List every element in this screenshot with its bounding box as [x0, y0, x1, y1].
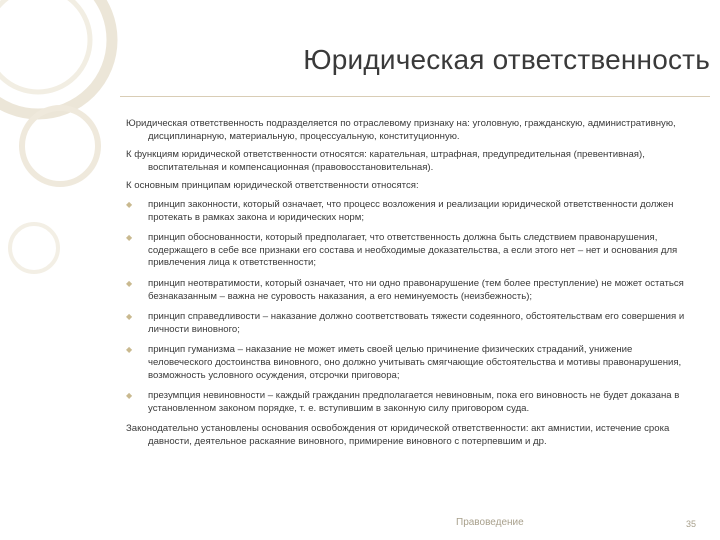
page-number: 35 — [686, 519, 697, 529]
list-item-text: принцип неотвратимости, который означает, что ни одно правонарушение (тем более преступление) не может остаться безнаказанным – важна не суровость наказания, а его неминуемость (неизбежность); — [148, 277, 684, 302]
paragraph-functions: К функциям юридической ответственности относятся: карательная, штрафная, предупредительная (превентивная), воспитательная и компенсационная (правовосстановительная). — [126, 149, 645, 173]
list-item-text: принцип законности, который означает, что процесс возложения и реализации юридической ответственности должен протекать в рамках закона и юридических норм; — [148, 198, 674, 223]
slide-title: Юридическая ответственность — [303, 44, 710, 75]
diamond-bullet-icon: ◆ — [126, 345, 133, 355]
title-divider — [120, 96, 710, 97]
diamond-bullet-icon: ◆ — [126, 312, 133, 322]
list-item-text: презумпция невиновности – каждый гражданин предполагается невиновным, пока его виновность не будет доказана в установленном законом порядке, т. е. вступившим в законную силу приговором суда. — [148, 390, 680, 414]
list-item — [126, 278, 698, 303]
paragraph-principles-intro: К основным принципам юридической ответственности относятся: — [126, 180, 419, 192]
list-item-text: принцип обоснованности, который предполагает, что ответственность должна быть следствием правонарушения, содержащего в себе все признаки его состава и необходимые доказательства, а если этого нет – нет и основания для привлечения лица к ответственности; — [148, 232, 678, 269]
list-item — [126, 232, 698, 270]
list-item-text: принцип справедливости – наказание должно соответствовать тяжести содеянного, обстоятельствам его совершения и личности виновного; — [148, 311, 685, 335]
list-item-text: принцип гуманизма – наказание не может иметь своей целью причинение физических страданий, унижение человеческого достоинства виновного, оно должно учитывать смягчающие обстоятельства и мотивы правонарушения, возможность условного осуждения, отсрочки приговора; — [148, 344, 682, 381]
diamond-bullet-icon: ◆ — [126, 233, 133, 243]
list-item — [126, 199, 698, 224]
footer-subject: Правоведение — [456, 517, 524, 528]
diamond-bullet-icon: ◆ — [126, 199, 133, 209]
list-item — [126, 311, 698, 336]
list-item — [126, 344, 698, 382]
list-item — [126, 390, 698, 415]
slide-content — [126, 118, 698, 454]
diamond-bullet-icon: ◆ — [126, 391, 133, 401]
diamond-bullet-icon: ◆ — [126, 278, 133, 288]
paragraph-branches: Юридическая ответственность подразделяется по отраслевому признаку на: уголовную, гражданскую, административную, дисциплинарную, материальную, процессуальную, конституционную. — [126, 118, 676, 142]
paragraph-exemption: Законодательно установлены основания освобождения от юридической ответственности: акт амнистии, истечение срока давности, деятельное раскаяние виновного, примирение виновного с потерпевшим и др. — [126, 423, 670, 447]
